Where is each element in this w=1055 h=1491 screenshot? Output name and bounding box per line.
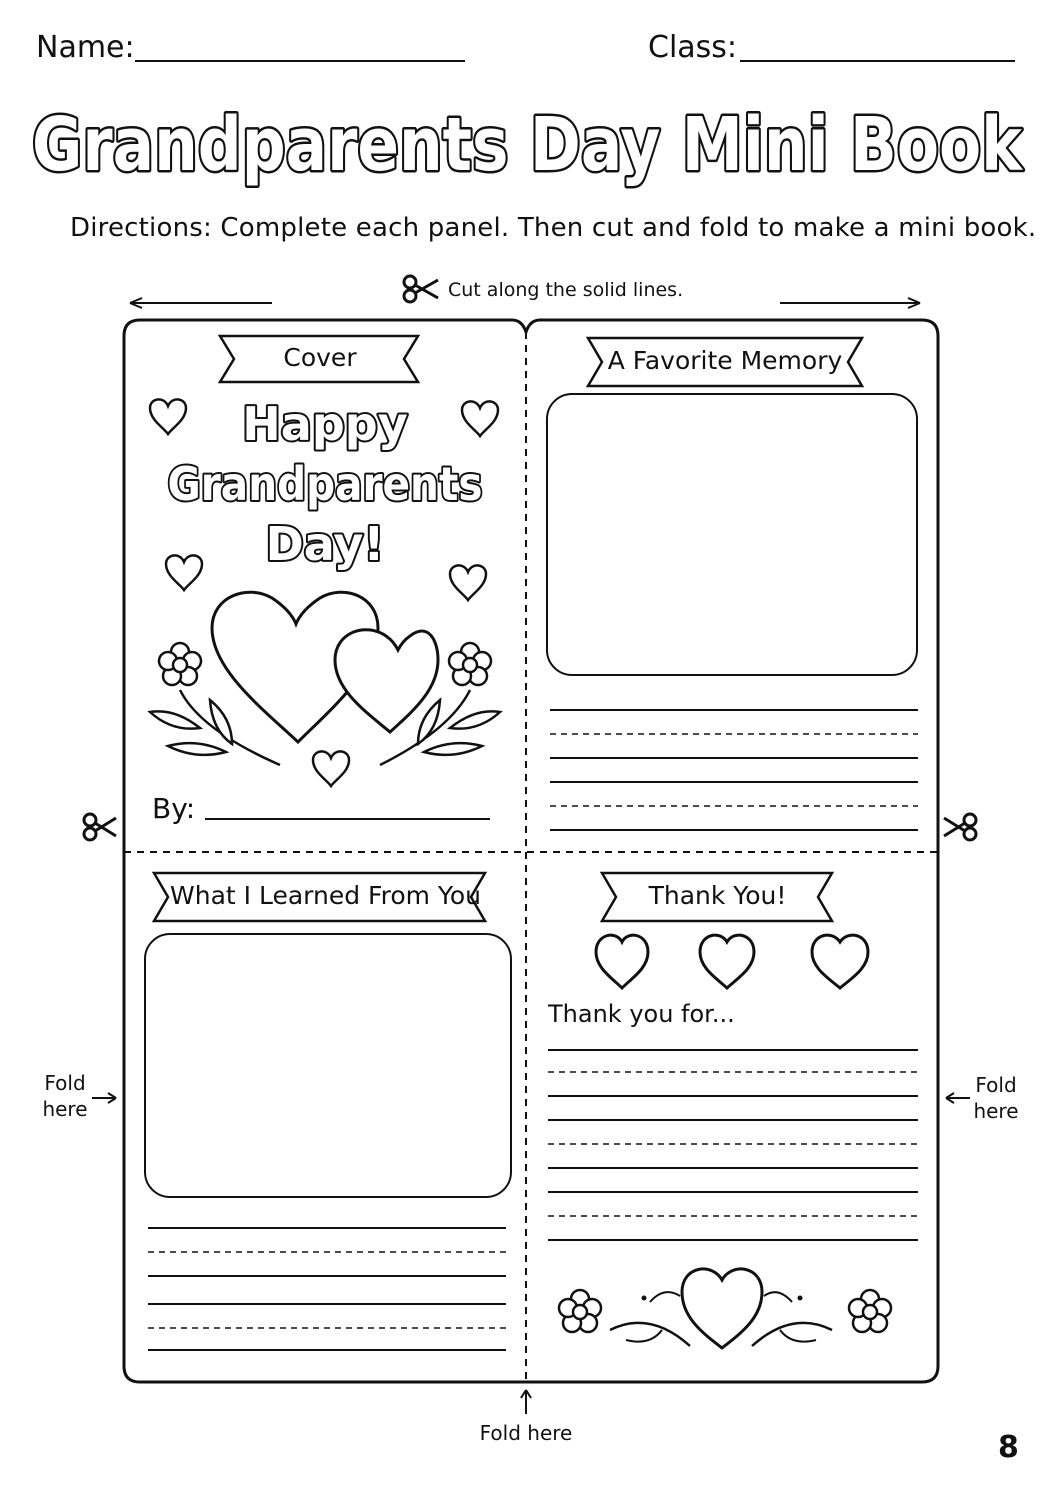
heart-icon [682,1269,762,1348]
flower-icon [449,643,491,685]
fold-label-right: Fold here [973,1073,1019,1123]
heart-icon [313,751,349,786]
author-line[interactable] [205,818,490,820]
thanks-banner-label: Thank You! [648,881,787,910]
cover-banner-label: Cover [283,343,357,372]
memory-writing-lines[interactable] [550,700,920,840]
heart-icon [462,401,498,436]
fold-label-left: Fold here [42,1071,88,1121]
directions-text: Directions: Complete each panel. Then cut and fold to make a mini book. [70,213,1037,243]
page-number: 8 [998,1430,1019,1465]
class-label: Class: [648,30,738,65]
fold-label-bottom: Fold here [479,1421,573,1445]
heart-icon [812,935,868,988]
by-label: By: [152,792,196,825]
cover-headline-line: Day! [265,517,385,571]
flower-icon [849,1290,891,1332]
learned-drawing-box[interactable] [144,933,512,1198]
cover-headline-line: Grandparents [167,457,483,511]
cover-headline-line: Happy [242,397,408,451]
heart-icon [150,399,186,434]
heart-icon [335,630,438,732]
name-label: Name: [36,30,135,65]
cut-instruction: Cut along the solid lines. [448,279,684,301]
heart-icon [450,565,486,600]
page-title-text: Grandparents Day Mini Book [32,102,1024,188]
thanks-writing-lines[interactable] [548,1040,920,1255]
heart-icon [166,555,202,590]
flower-icon [159,643,201,685]
heart-icon [596,935,648,988]
memory-banner-label: A Favorite Memory [607,346,843,375]
memory-drawing-box[interactable] [546,393,918,676]
thanks-prompt: Thank you for... [548,1000,735,1028]
learned-writing-lines[interactable] [148,1220,508,1360]
heart-icon [700,935,754,988]
learned-banner-label: What I Learned From You [170,881,481,910]
flower-icon [559,1290,601,1332]
